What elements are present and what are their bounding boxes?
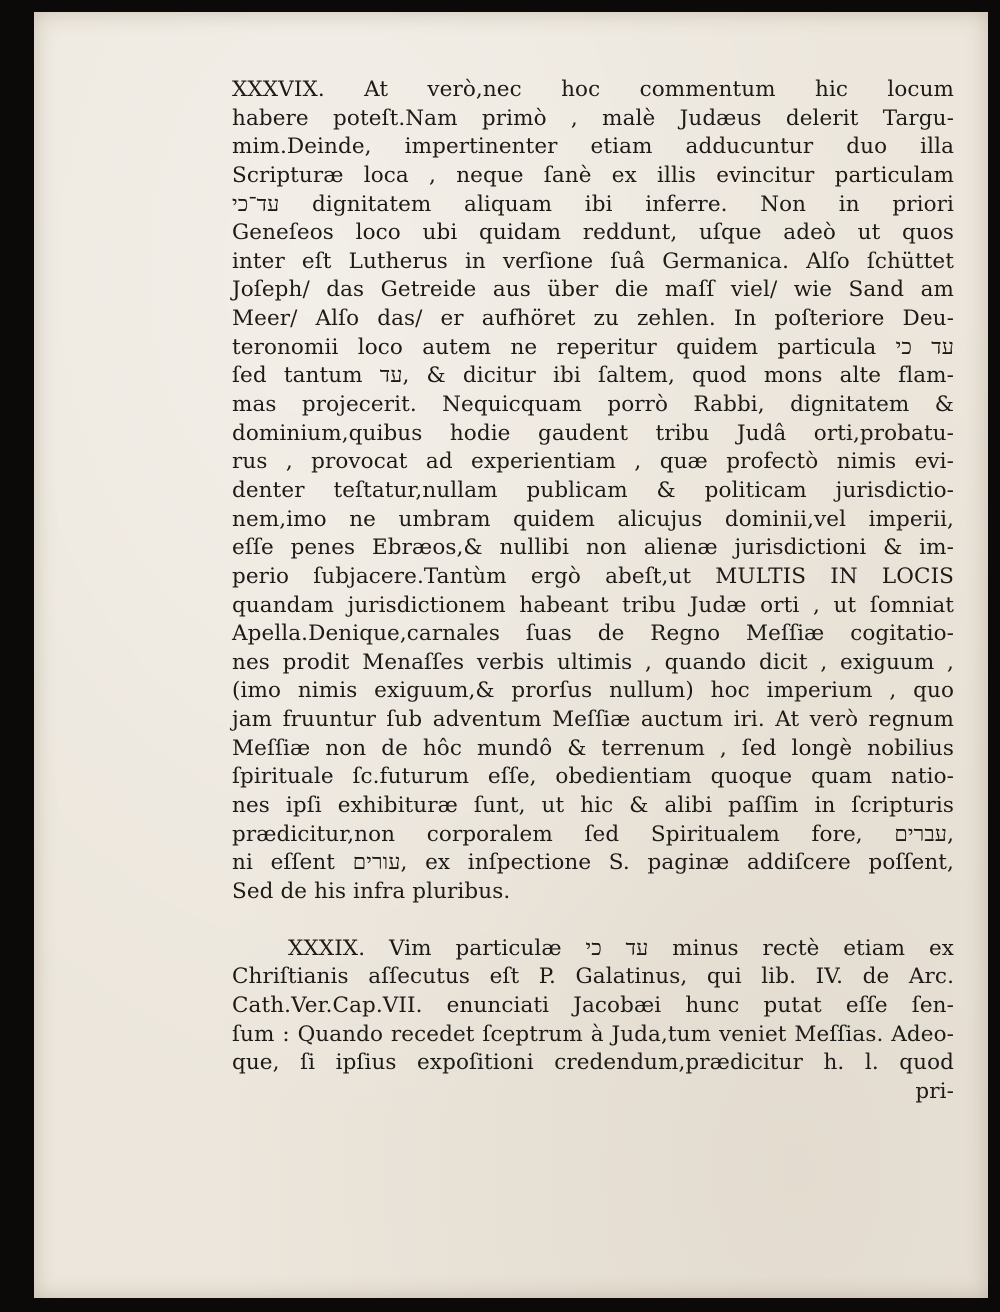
text-line: ſum : Quando recedet ſceptrum à Juda,tum veniet Meſſias. Adeo- [232, 1021, 954, 1047]
text-line: denter teſtatur,nullam publicam & politicam jurisdictio- [232, 477, 954, 503]
paragraph-2 [232, 935, 954, 1078]
text-line: Apella.Denique,carnales ſuas de Regno Meſſiæ cogitatio- [232, 621, 954, 647]
text-line: ſpirituale ſc.futurum eſſe, obedientiam quoque quam natio- [232, 764, 954, 790]
text-line: XXXIX. Vim particulæ עד כי minus rectè etiam ex [288, 935, 954, 961]
text-line: mas projecerit. Nequicquam porrò Rabbi, dignitatem & [232, 392, 954, 418]
text-line: nes ipſi exhibituræ ſunt, ut hic & alibi paſſim in ſcripturis [232, 793, 954, 819]
book-page [34, 12, 988, 1298]
text-line: teronomii loco autem ne reperitur quidem particula עד כי [232, 334, 954, 360]
text-line: Joſeph/ das Getreide aus über die maſſ viel/ wie Sand am [232, 277, 954, 303]
catchword: pri- [915, 1078, 954, 1104]
text-line: perio ſubjacere.Tantùm ergò abeſt,ut MULTIS IN LOCIS [232, 563, 954, 589]
text-line: Geneſeos loco ubi quidam reddunt, uſque adeò ut quos [232, 220, 954, 246]
text-line: inter eſt Lutherus in verſione ſuâ Germanica. Alſo ſchüttet [232, 248, 954, 274]
text-line: dominium,quibus hodie gaudent tribu Judâ orti,probatu- [232, 420, 954, 446]
text-line: Sed de his infra pluribus. [232, 878, 511, 904]
paragraph-1 [232, 76, 954, 907]
text-line: (imo nimis exiguum,& prorſus nullum) hoc imperium , quo [232, 678, 954, 704]
text-line: mim.Deinde, impertinenter etiam adducuntur duo illa [232, 134, 954, 160]
paragraph-gap [232, 907, 954, 935]
text-line: Chriſtianis aſſecutus eſt P. Galatinus, qui lib. IV. de Arc. [232, 964, 954, 990]
text-line: nes prodit Menaſſes verbis ultimis , quando dicit , exiguum , [232, 649, 954, 675]
text-line: que, ſi ipſius expoſitioni credendum,prædicitur h. l. quod [232, 1050, 954, 1076]
text-line: habere poteſt.Nam primò , malè Judæus delerit Targu- [232, 105, 954, 131]
text-line: Cath.Ver.Cap.VII. enunciati Jacobæi hunc putat eſſe ſen- [232, 992, 954, 1018]
text-line: ſed tantum עד, & dicitur ibi ſaltem, quod mons alte flam- [232, 363, 954, 389]
text-line: Meſſiæ non de hôc mundô & terrenum , ſed longè nobilius [232, 735, 954, 761]
text-line: עד־כי dignitatem aliquam ibi inferre. Non in priori [232, 191, 954, 217]
text-line: rus , provocat ad experientiam , quæ profectò nimis evi- [232, 449, 954, 475]
page-text [232, 76, 954, 1106]
text-line: Meer/ Alſo das/ er aufhöret zu zehlen. In poſteriore Deu- [232, 306, 954, 332]
text-line: eſſe penes Ebræos,& nullibi non alienæ jurisdictioni & im- [232, 535, 954, 561]
text-line: ni eſſent עורים, ex inſpectione S. paginæ addiſcere poſſent, [232, 850, 954, 876]
text-line: quandam jurisdictionem habeant tribu Judæ orti , ut ſomniat [232, 592, 954, 618]
text-line: jam fruuntur ſub adventum Meſſiæ auctum iri. At verò regnum [232, 707, 954, 733]
text-line: prædicitur,non corporalem ſed Spiritualem fore, עברים, [232, 821, 954, 847]
text-line: Scripturæ loca , neque ſanè ex illis evincitur particulam [232, 162, 954, 188]
text-line: nem,imo ne umbram quidem alicujus dominii,vel imperii, [232, 506, 954, 532]
text-line: XXXVIX. At verò,nec hoc commentum hic locum [232, 77, 954, 102]
